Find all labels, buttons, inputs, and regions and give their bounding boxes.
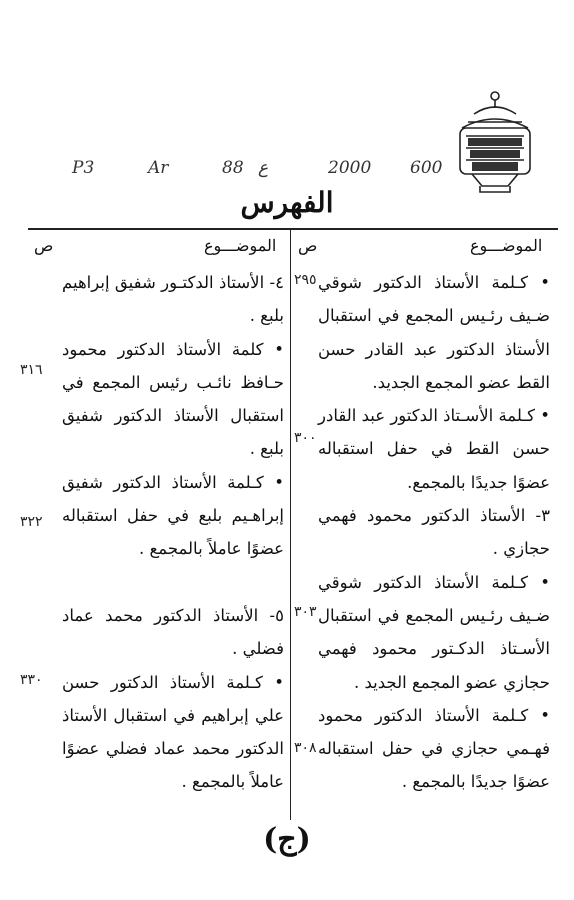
index-entry: • كلمة الأستاذ الدكتور محمود حـافظ نائـب رئيس المجمع في استقبال الأستاذ الدكتور شفيق بلبع . — [62, 339, 284, 459]
left-page-header: ص — [34, 236, 54, 255]
column-divider — [290, 230, 291, 820]
page-number: ٣٠٠ — [294, 430, 317, 446]
page-number: ٣٠٣ — [294, 604, 317, 620]
page-number: ٣١٦ — [20, 362, 43, 378]
page-number: ٣٠٨ — [294, 740, 317, 756]
index-entry: • كـلمة الأستاذ الدكتور شفيق إبراهـيم بلبع في حفل استقباله عضوًا عاملاً بالمجمع . — [62, 472, 284, 559]
page-number: ٣٣٠ — [20, 672, 43, 688]
library-seal-icon — [452, 88, 538, 196]
right-page-header: ص — [298, 236, 318, 255]
index-entry: ٥- الأستاذ الدكتور محمد عماد فضلي . — [62, 605, 284, 659]
call-number-part: 2000 — [328, 158, 372, 178]
page-number: ٢٩٥ — [294, 272, 317, 288]
entry-spacer — [62, 566, 284, 599]
page-number: ٣٢٢ — [20, 514, 43, 530]
right-column — [318, 266, 550, 799]
call-number-part: 600 — [410, 158, 443, 178]
index-entry: • كـلمة الأستاذ الدكتور شوقي ضـيف رئـيس المجمع في استقبال الأسـتاذ الدكـتور محمود فهمي حجازي عضو المجمع الجديد . — [318, 572, 550, 692]
index-entry: • كـلمة الأستاذ الدكتور حسن علي إبراهيم في استقبال الأستاذ الدكتور محمد عماد فضلي عضوًا عاملاً بالمجمع . — [62, 672, 284, 792]
call-number-part: 88 — [222, 158, 244, 178]
index-entry: ٤- الأستاذ الدكتـور شفيق إبراهيم بلبع . — [62, 273, 284, 326]
call-number-part: P3 — [72, 158, 95, 178]
index-entry: ٣- الأستاذ الدكتور محمود فهمي حجازي . — [318, 506, 550, 559]
call-number-part: ع — [258, 158, 269, 178]
right-topic-header: الموضـــوع — [470, 236, 543, 255]
index-entry: • كـلمة الأستاذ الدكتور شوقي ضـيف رئـيس المجمع في استقبال الأستاذ الدكتور عبد القادر حسن القط عضو المجمع الجديد. — [318, 273, 550, 392]
left-column — [62, 266, 284, 799]
index-entry: • كـلمة الأسـتاذ الدكتور عبد القادر حسن القط في حفل استقباله عضوًا جديدًا بالمجمع. — [318, 406, 550, 492]
page-folio: (ج) — [263, 822, 311, 857]
index-entry: • كـلمة الأستاذ الدكتور محمود فهـمي حجازي في حفل استقباله عضوًا جديدًا بالمجمع . — [318, 705, 550, 792]
left-topic-header: الموضـــوع — [204, 236, 277, 255]
call-number — [70, 158, 450, 182]
header-rule — [28, 228, 558, 230]
page-title: الفهرس — [240, 186, 334, 219]
call-number-part: Ar — [148, 158, 169, 178]
